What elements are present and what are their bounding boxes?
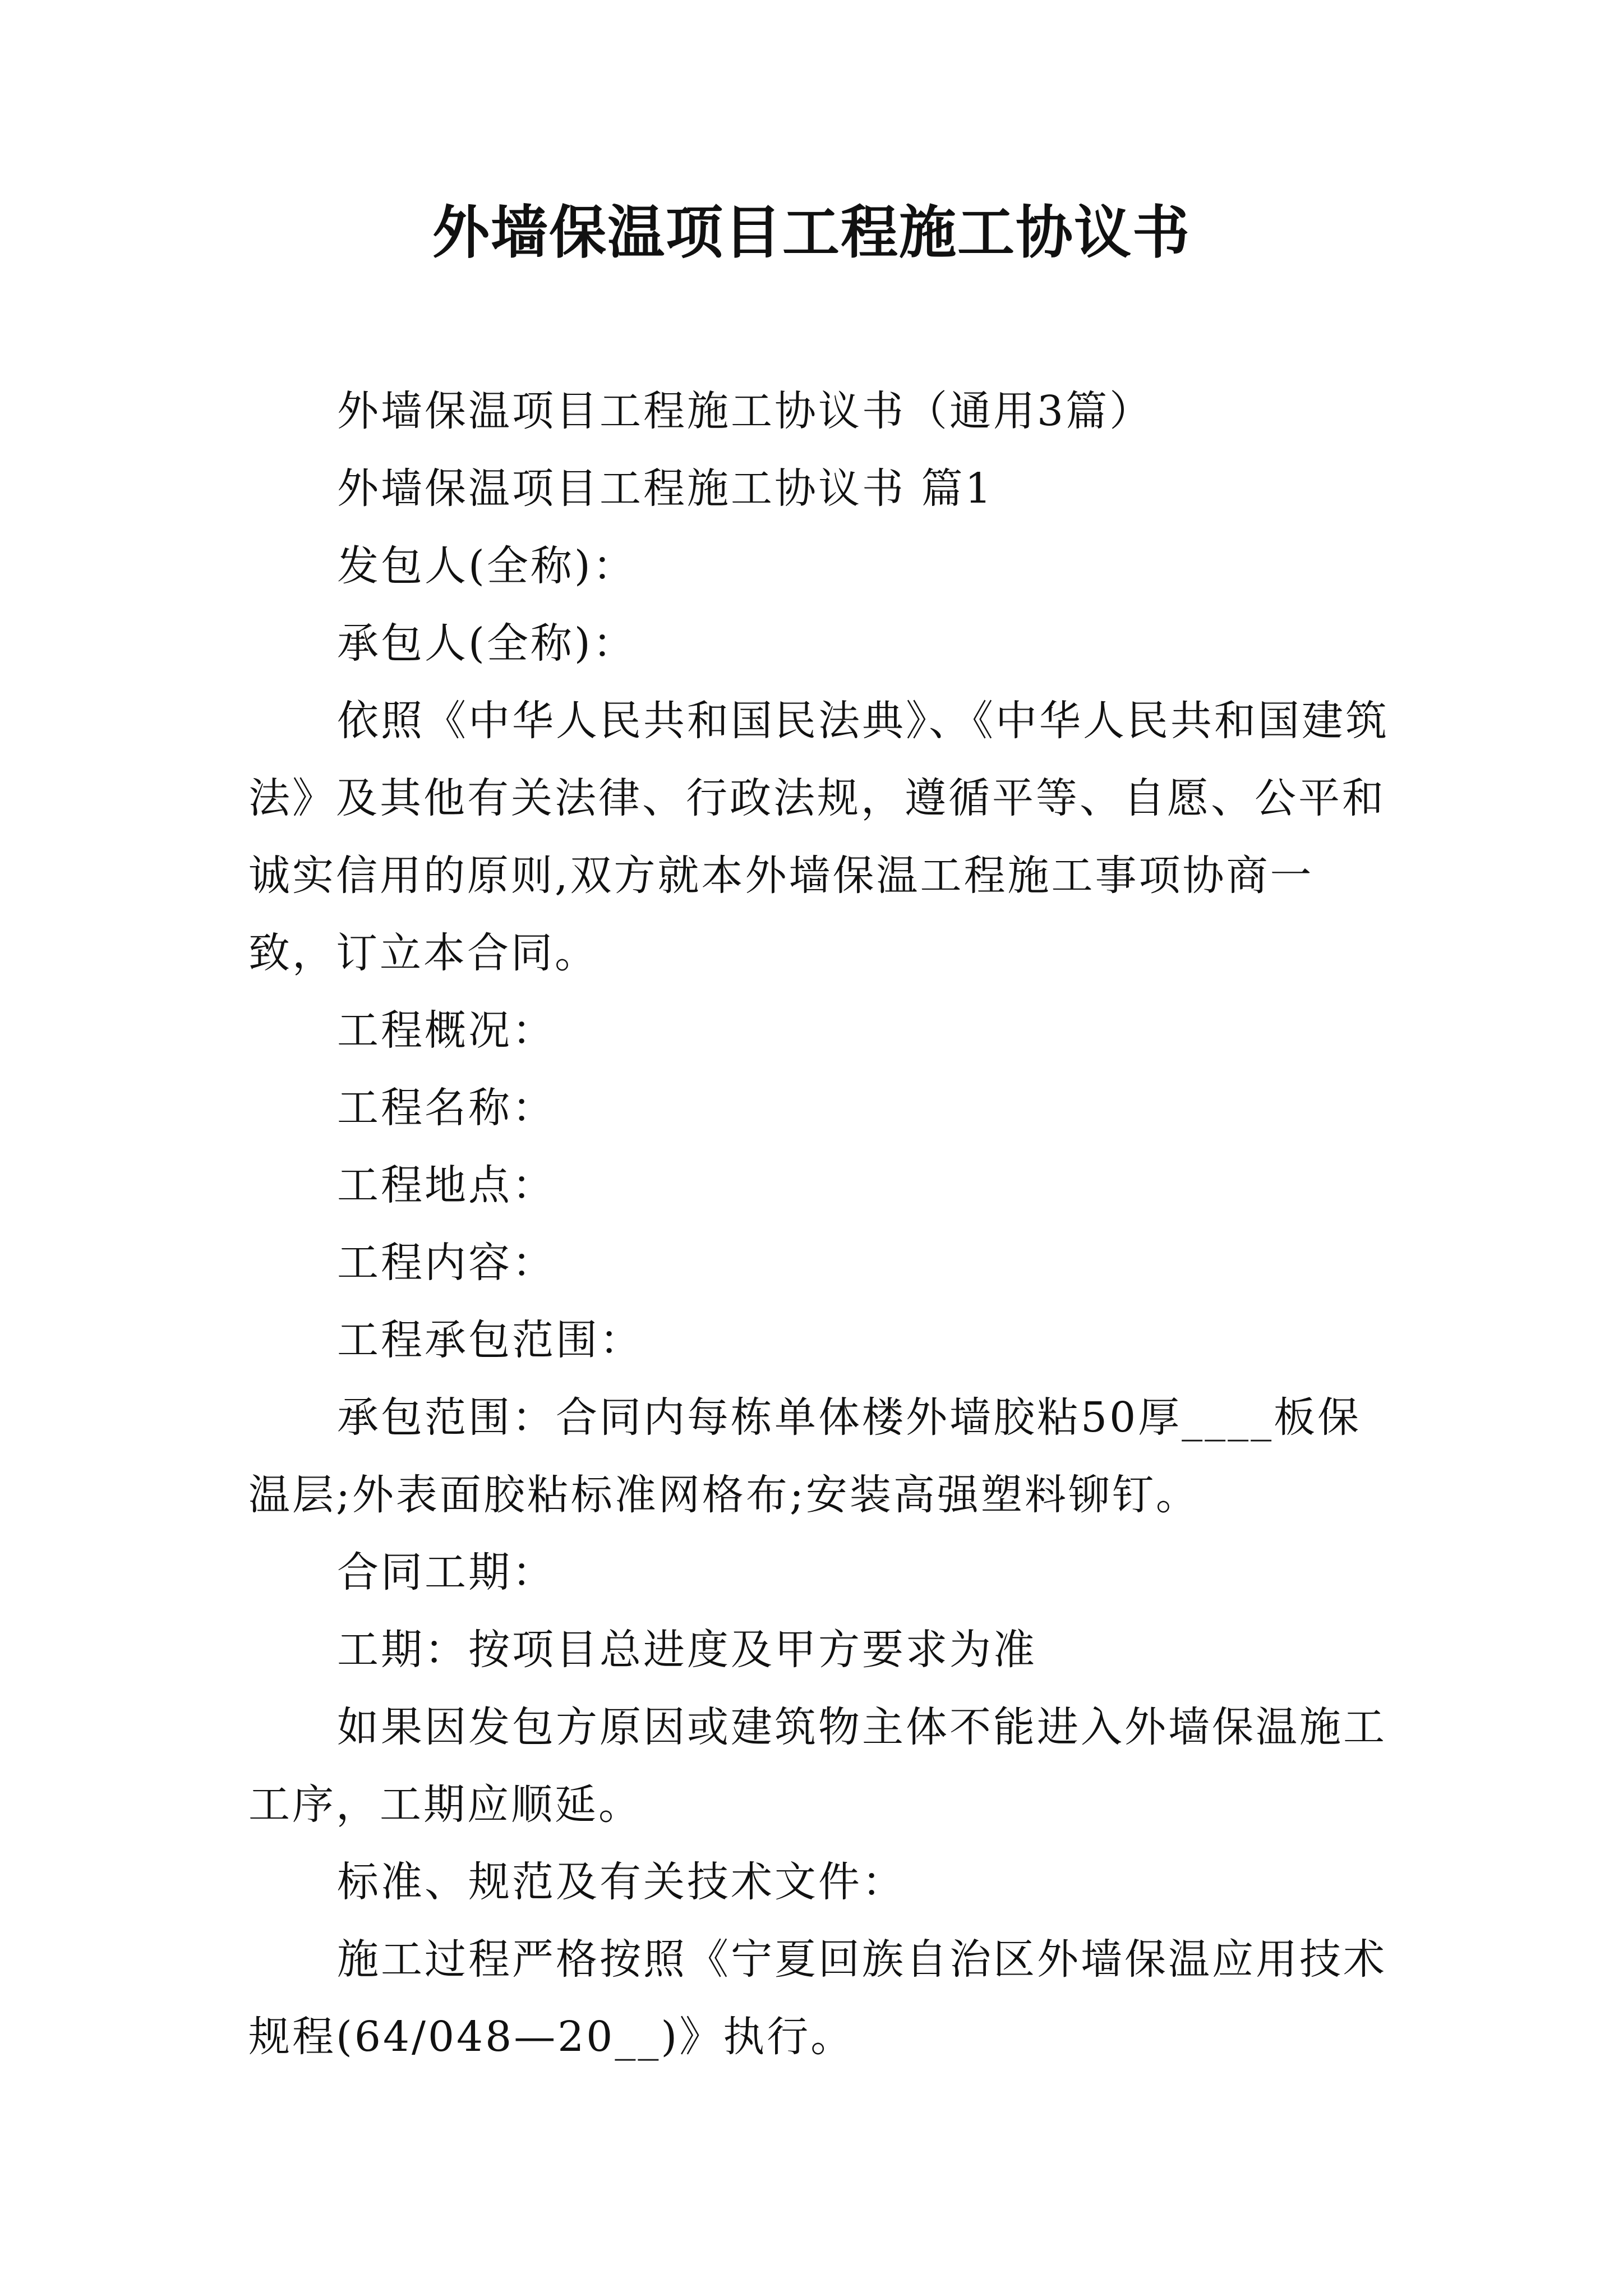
employer-line: 发包人(全称)： xyxy=(337,542,637,590)
section-heading: 外墙保温项目工程施工协议书 篇1 xyxy=(337,464,994,513)
subtitle-paragraph: 外墙保温项目工程施工协议书（通用3篇） xyxy=(337,387,1154,435)
standards-paragraph: 施工过程严格按照《宁夏回族自治区外墙保温应用技术规程(64/048—20__)》执行。 xyxy=(248,1935,1387,2061)
duration-extension-paragraph: 如果因发包方原因或建筑物主体不能进入外墙保温施工工序，工期应顺延。 xyxy=(248,1703,1387,1829)
document-body xyxy=(248,372,1393,2076)
duration-line: 工期：按项目总进度及甲方要求为准 xyxy=(337,1626,1037,1674)
preamble-paragraph: 依照《中华人民共和国民法典》、《中华人民共和国建筑法》及其他有关法律、行政法规，遵循平等、自愿、公平和诚实信用的原则,双方就本外墙保温工程施工事项协商一致，订立本合同。 xyxy=(248,697,1389,977)
project-location-line: 工程地点： xyxy=(337,1161,556,1209)
duration-heading: 合同工期： xyxy=(337,1548,556,1596)
project-content-line: 工程内容： xyxy=(337,1239,556,1287)
scope-paragraph: 承包范围：合同内每栋单体楼外墙胶粘50厚____板保温层;外表面胶粘标准网格布;安装高强塑料铆钉。 xyxy=(248,1393,1362,1519)
scope-heading: 工程承包范围： xyxy=(337,1316,643,1364)
project-overview-heading: 工程概况： xyxy=(337,1006,556,1055)
document-title: 外墙保温项目工程施工协议书 xyxy=(432,199,1191,266)
contractor-line: 承包人(全称)： xyxy=(337,619,637,668)
standards-heading: 标准、规范及有关技术文件： xyxy=(337,1858,906,1906)
project-name-line: 工程名称： xyxy=(337,1084,556,1132)
